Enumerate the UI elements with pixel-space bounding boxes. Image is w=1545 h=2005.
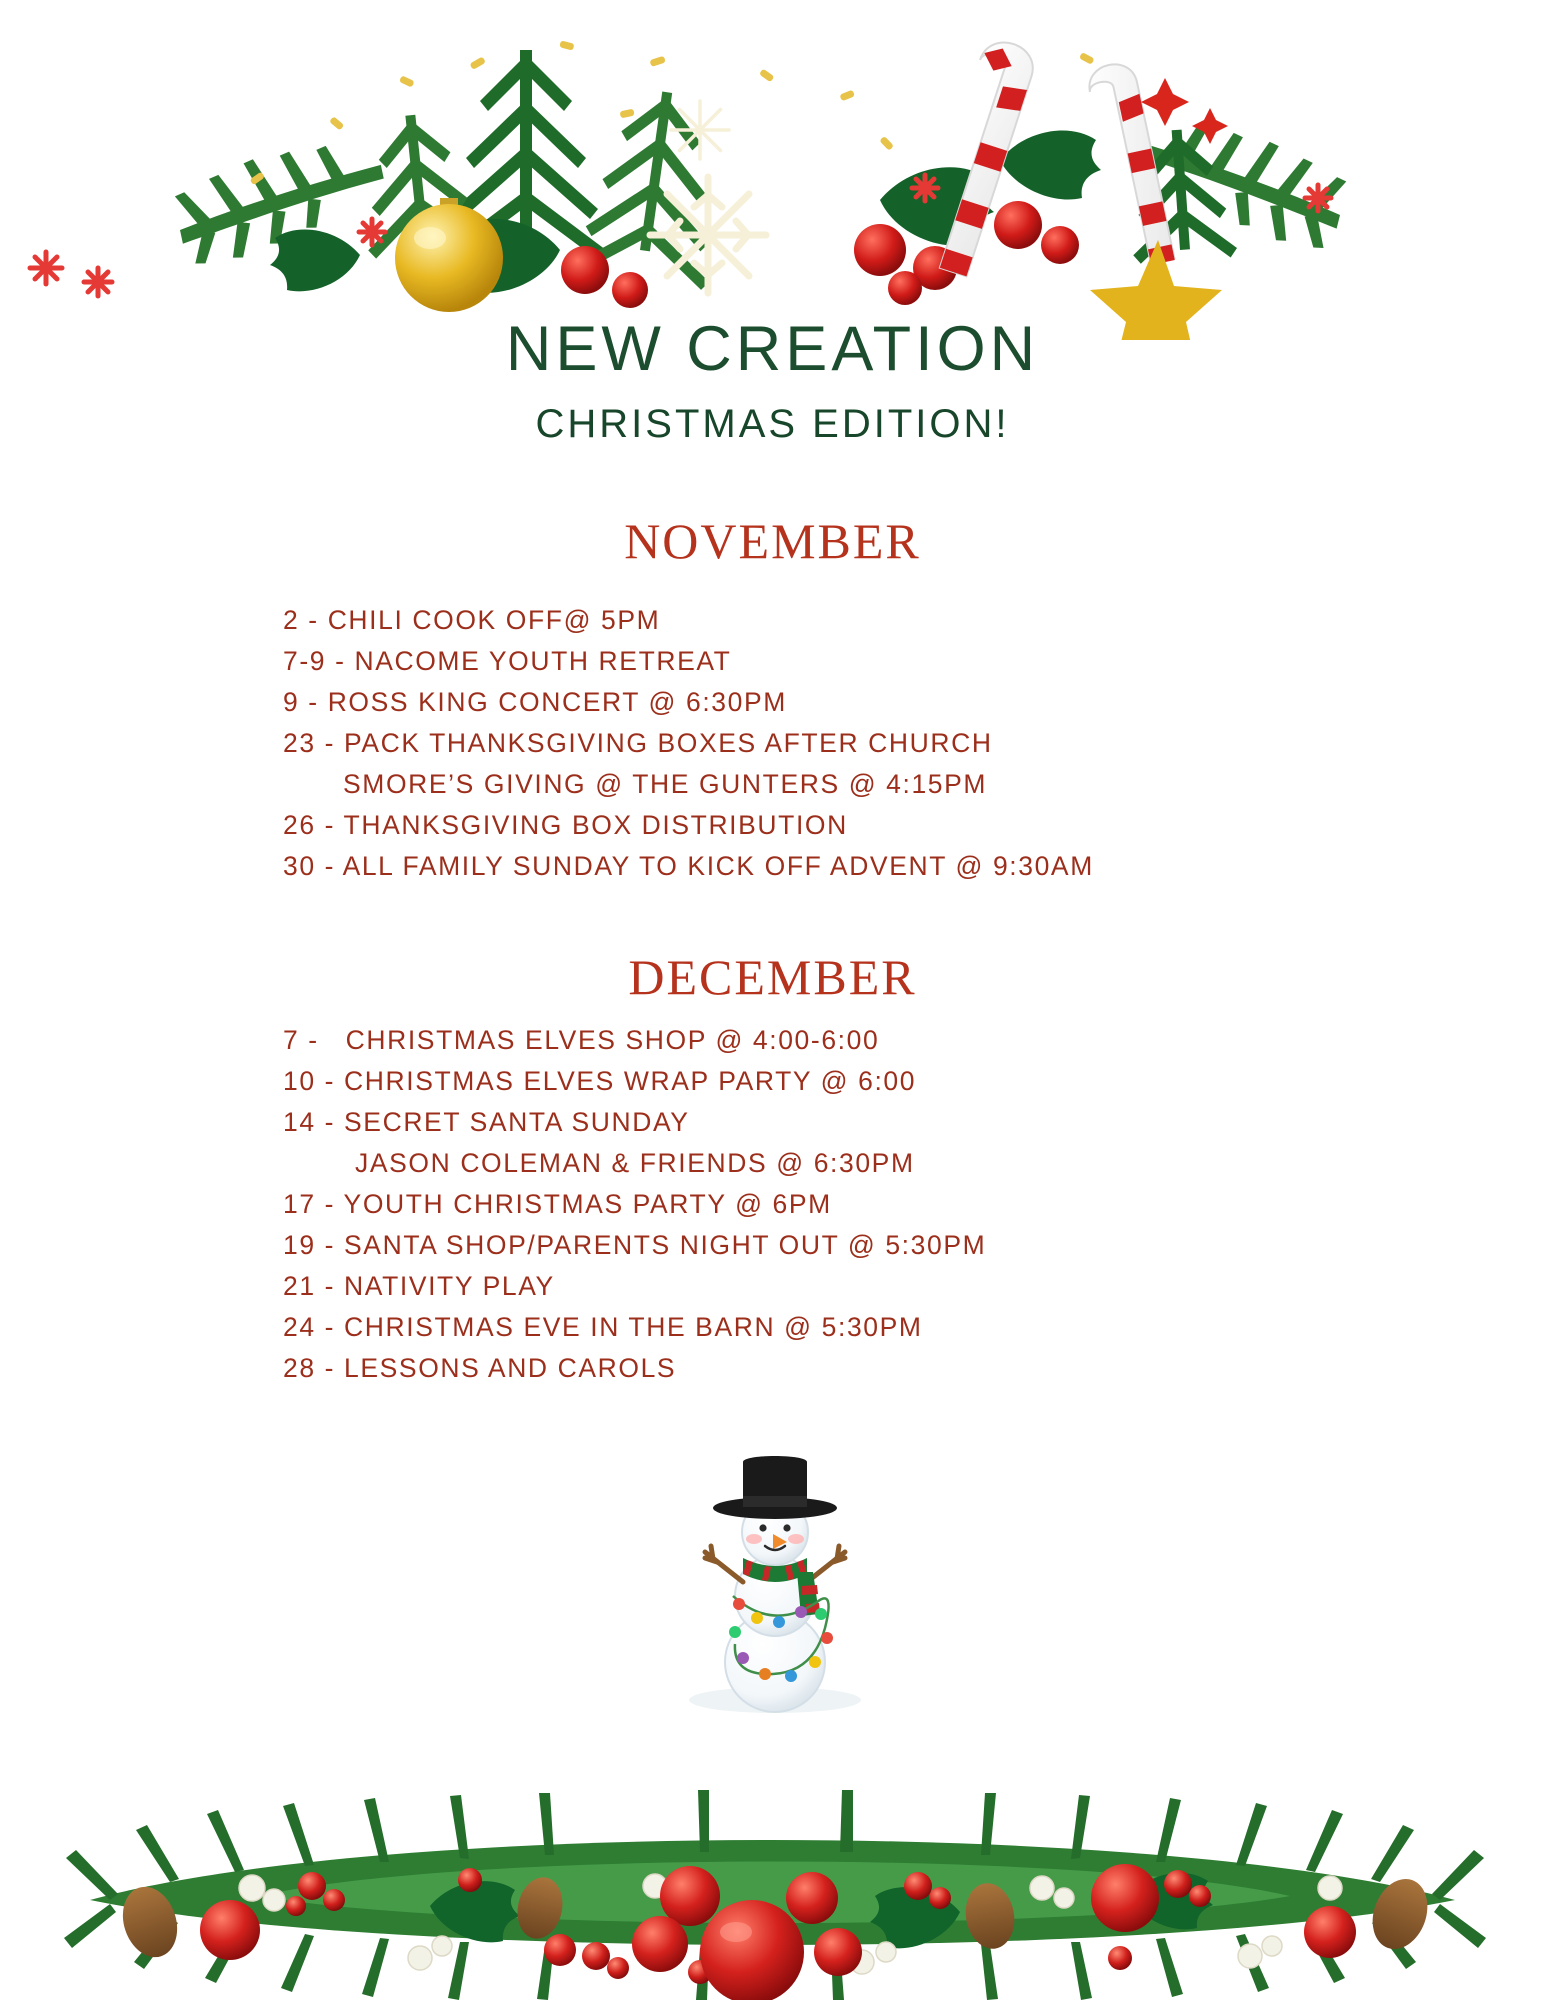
confetti-group (30, 40, 1331, 296)
event-item: 24 - CHRISTMAS EVE IN THE BARN @ 5:30PM (283, 1312, 923, 1342)
pine-swag (64, 1790, 1486, 2000)
event-item: SMORE’S GIVING @ THE GUNTERS @ 4:15PM (343, 769, 988, 799)
event-list-december (283, 1020, 1383, 1389)
candy-cane-icon (915, 36, 1175, 277)
event-item: 10 - CHRISTMAS ELVES WRAP PARTY @ 6:00 (283, 1066, 917, 1096)
event-list-november (283, 600, 1383, 887)
event-item: 17 - YOUTH CHRISTMAS PARTY @ 6PM (283, 1189, 832, 1219)
event-item: 7 - CHRISTMAS ELVES SHOP @ 4:00-6:00 (283, 1025, 880, 1055)
snowflake-icon (650, 101, 766, 293)
berry-group (561, 201, 1079, 308)
event-item: 7-9 - NACOME YOUTH RETREAT (283, 646, 732, 676)
gold-ornament-icon (395, 198, 503, 312)
event-item: 23 - PACK THANKSGIVING BOXES AFTER CHURCH (283, 728, 993, 758)
event-item: 28 - LESSONS AND CAROLS (283, 1353, 677, 1383)
month-heading-december: DECEMBER (628, 949, 917, 1005)
event-item: 14 - SECRET SANTA SUNDAY (283, 1107, 690, 1137)
bottom-garland-decoration (0, 1700, 1545, 2000)
white-berry-group (239, 1874, 1342, 1974)
page-subtitle: CHRISTMAS EDITION! (535, 402, 1010, 447)
pine-cone-icon (114, 1871, 1437, 1964)
document-header (0, 315, 1545, 447)
event-item: 21 - NATIVITY PLAY (283, 1271, 555, 1301)
top-garland-decoration (0, 0, 1545, 340)
event-item: 19 - SANTA SHOP/PARENTS NIGHT OUT @ 5:30PM (283, 1230, 987, 1260)
snowman-icon (655, 1400, 895, 1720)
holly-leaf-group (270, 130, 1101, 292)
event-item: 26 - THANKSGIVING BOX DISTRIBUTION (283, 810, 848, 840)
event-item: 30 - ALL FAMILY SUNDAY TO KICK OFF ADVENT @ 9:30AM (283, 851, 1094, 881)
pine-branch-group (169, 50, 1353, 291)
berry-group (286, 1868, 1211, 1984)
ornament-group (200, 1864, 1356, 2000)
page-title: NEW CREATION (505, 314, 1040, 384)
event-item: 2 - CHILI COOK OFF@ 5PM (283, 605, 661, 635)
holly-leaf-group (430, 1873, 1213, 1948)
top-hat-icon (713, 1456, 837, 1519)
event-item: 9 - ROSS KING CONCERT @ 6:30PM (283, 687, 787, 717)
event-item: JASON COLEMAN & FRIENDS @ 6:30PM (355, 1148, 915, 1178)
month-heading-november: NOVEMBER (624, 513, 921, 569)
